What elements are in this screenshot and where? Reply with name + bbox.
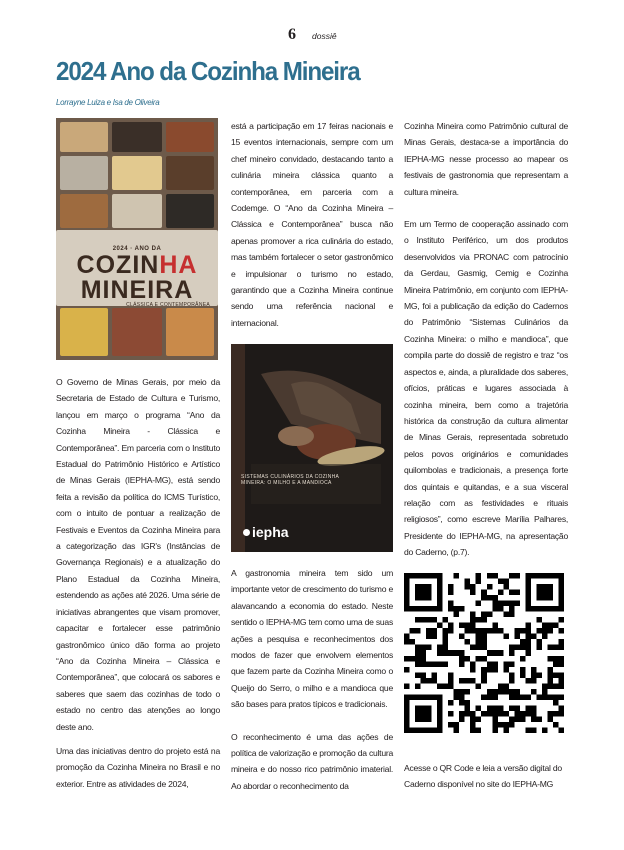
cover-image-cozinha-mineira (56, 118, 218, 360)
paragraph: Cozinha Mineira como Patrimônio cultural de Minas Gerais, destaca-se a importância do IEPHA-MG nesse processo ao mapear os festivais de gastronomia que representam a cultura mineira. (404, 121, 568, 197)
paragraph: Uma das iniciativas dentro do projeto está na promoção da Cozinha Mineira no Brasil e no exterior. Entre as atividades de 2024, (56, 746, 220, 789)
paragraph: está a participação em 17 feiras nacionais e 15 eventos internacionais, sempre com um chef mineiro convidado, destacando tanto a culinária mineira clássica quanto a contemporânea, em parceria com a Codemge. O “Ano da Cozinha Mineira – Clássica e Contemporânea” busca não apenas promover a rica culinária do estado, mas também fortalecer o setor gastronômico e impulsionar o turismo no estado, garantindo que a Cozinha Mineira continue sendo uma referência nacional e internacional. (231, 121, 393, 328)
column-3-text (404, 118, 568, 577)
cover-title-block (60, 246, 214, 308)
paragraph: A gastronomia mineira tem sido um importante vetor de crescimento do turismo e alavancando a economia do estado. Neste sentido o IEPHA-MG tem como uma de suas ações a pesquisa e reconhecimentos dos modos de fazer que envolvem elementos que fazem parte da Cozinha Mineira como o Queijo do Serro, o milho e a mandioca que são bases para pratos típicos e tradicionais. (231, 568, 393, 710)
cover-subtitle: CLÁSSICA E CONTEMPORÂNEA (126, 302, 210, 308)
paragraph: O Governo de Minas Gerais, por meio da Secretaria de Estado de Cultura e Turismo, lançou em março o programa “Ano da Cozinha Mineira - Clássica e Contemporânea”. Em parceria com o Instituto Estadual do Patrimônio Histórico e Artístico de Minas Gerais (IEPHA-MG), está sendo feita a revisão da política do ICMS Turístico, com o intuito de pontuar a realização de Festivais e Eventos da Cozinha Mineira para a categorização das IGR's (Instâncias de Governança Regionais) e a atualização do Plano Estadual da Cozinha Mineira, estendendo as ações até 2026. Uma série de iniciativas abrangentes que visam promover, capacitar e fortalecer esse patrimônio gastronômico único dão forma ao projeto “Ano da Cozinha Mineira – Clássica e Contemporânea”, que colocará os sabores e saberes que saem das cozinhas de todo o estado no centro das atenções ao longo deste ano. (56, 377, 220, 732)
cover-image-sistemas-culinarios (231, 344, 393, 552)
paragraph: O reconhecimento é uma das ações de política de valorização e promoção da cultura mineira e do nosso rico patrimônio imaterial. Ao abordar o reconhecimento da (231, 731, 393, 791)
paragraph: Em um Termo de cooperação assinado com o Instituto Periférico, um dos produtos desenvolvidos via PRONAC com patrocínio da Gerdau, Gasmig, Cemig e Cozinha Mineira Patrimônio, em conjunto com IEPHA-MG, foi a publicação da edição do Cadernos do Patrimônio “Sistemas Culinários da Cozinha Mineira: o milho e mandioca”, que compila parte do dossiê de registro e traz “os aspectos e, ainda, a pluralidade dos saberes, ofícios, práticas e lugares associada à cozinha mineira, bem como a trajetória histórica da construção da cultura alimentar de Minas Gerais, representada sobretudo pelos povos originários e comunidades quilombolas e tradicionais, a presença forte dos quintais e quitandas, e a sua visceral relação com as festividades e rituais religiosos”, como escreve Marília Palhares, Presidente do IEPHA-MG, na apresentação do Caderno, (p.7). (404, 219, 568, 558)
cover-word-part-red: A (178, 251, 198, 279)
qr-code-icon[interactable] (404, 573, 564, 733)
iepha-logo (243, 524, 289, 540)
page-number: 6 (288, 26, 296, 43)
article-author: Lorrayne Luiza e Isa de Oliveira (56, 98, 160, 107)
logo-text: iepha (252, 524, 289, 540)
cover-word-mineira: MINEIRA (80, 276, 194, 304)
article-title: 2024 Ano da Cozinha Mineira (56, 56, 360, 86)
column-1-text-bottom (56, 743, 220, 808)
cover-word-part: COZIN (76, 251, 160, 279)
column-2-text (231, 118, 393, 347)
cover-word-cozinha (60, 252, 214, 278)
cover-2-title: SISTEMAS CULINÁRIOS DA COZINHA MINEIRA: O MILHO E A MANDIOCA (241, 474, 339, 486)
cover-year: 2024 · ANO DA (112, 246, 162, 252)
logo-dot-icon (243, 529, 250, 536)
cover-word-part-red: H (159, 251, 179, 279)
hand-corn-illustration (231, 344, 393, 552)
section-label: dossiê (312, 31, 337, 41)
column-1-text (56, 374, 220, 751)
qr-caption: Acesse o QR Code e leia a versão digital do Caderno disponível no site do IEPHA-MG (404, 763, 562, 790)
column-2-text-bottom (231, 565, 393, 810)
